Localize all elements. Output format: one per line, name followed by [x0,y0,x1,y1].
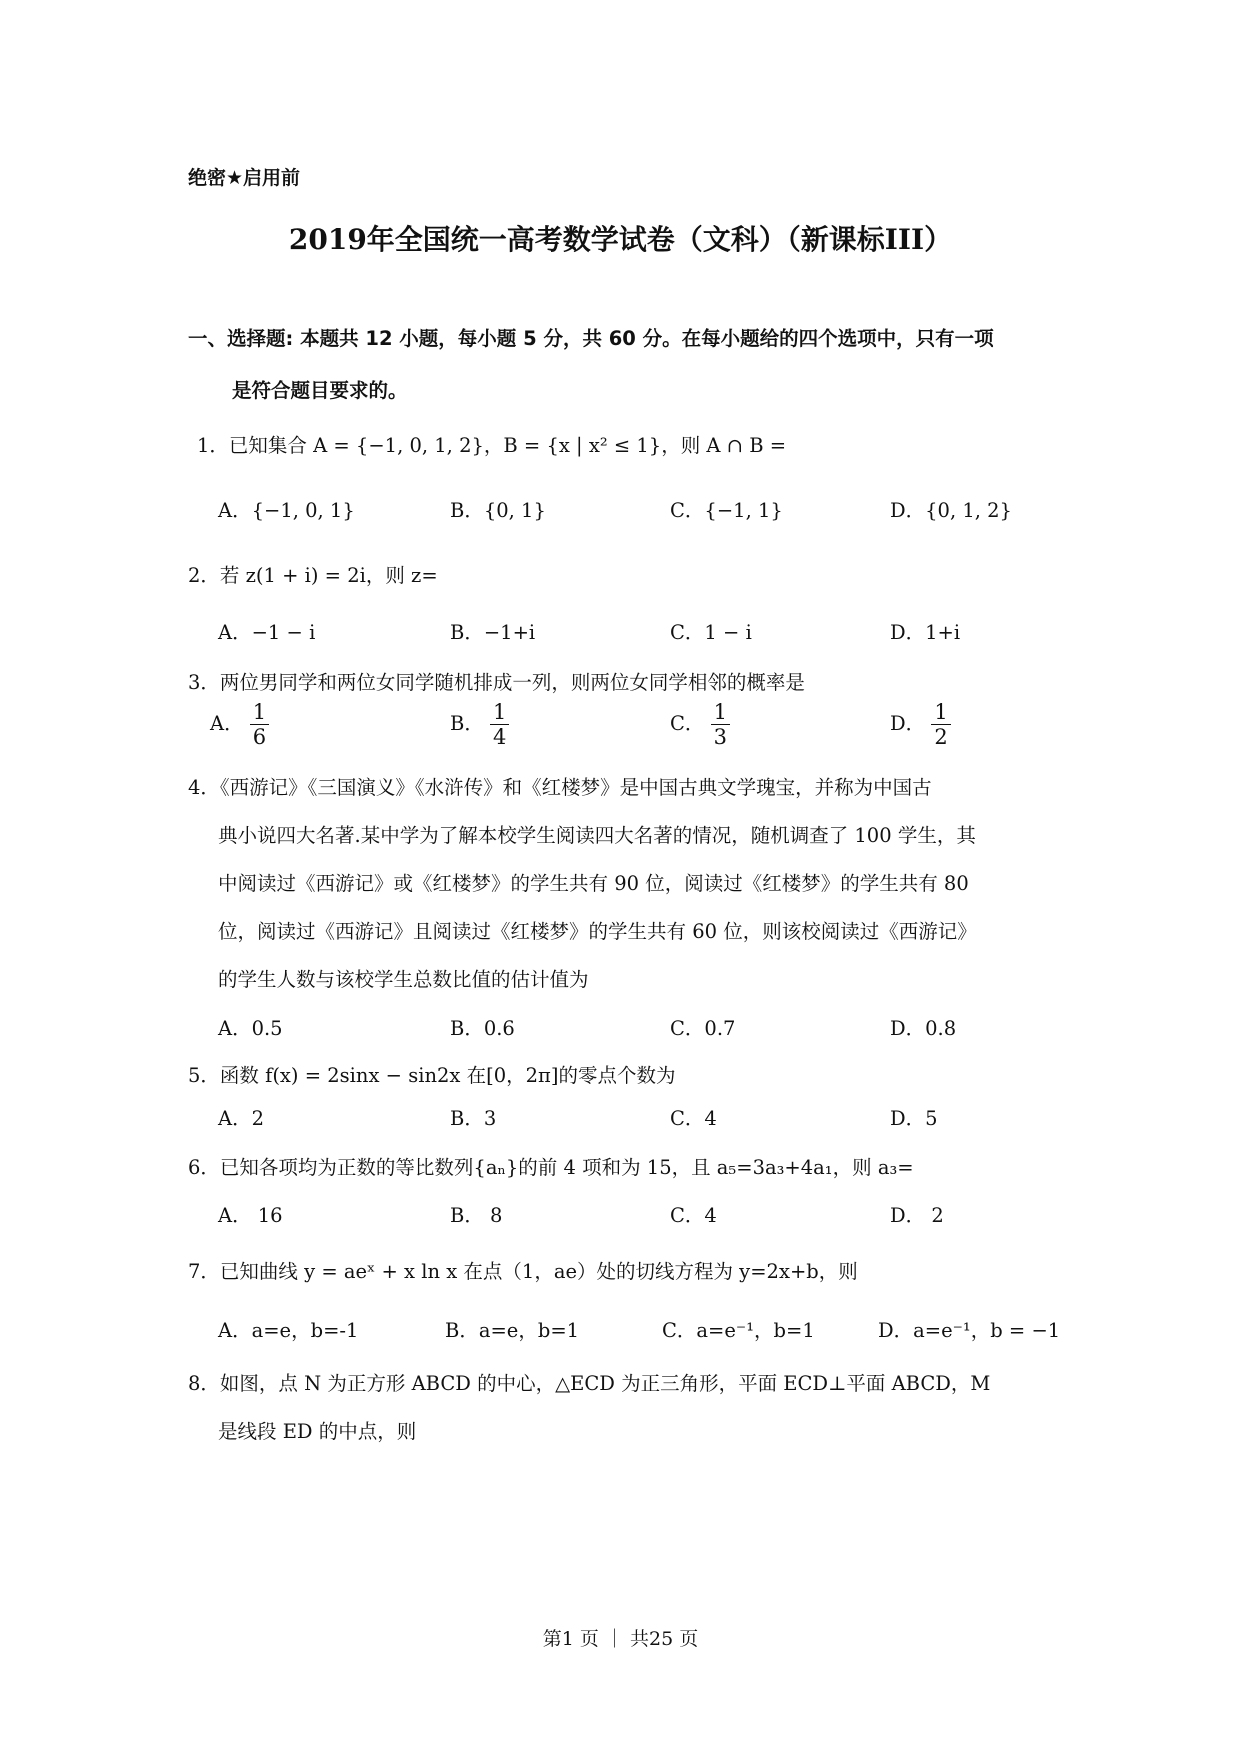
q5-option-c: C．4 [670,1107,717,1130]
question-2: 2．若 z(1 + i) = 2i，则 z= [188,564,438,587]
q3-option-b [450,700,509,749]
question-8-line-2: 是线段 ED 的中点，则 [218,1420,417,1443]
q2-option-c: C．1 − i [670,621,752,644]
q3-option-b-letter: B． [450,712,484,736]
exam-title: 2019年全国统一高考数学试卷（文科）（新课标III） [288,223,953,256]
q1-option-a: A．{−1, 0, 1} [218,499,355,522]
q3-option-a [210,700,269,749]
q3-option-d-fraction: $\frac{1}{2}$ [931,700,950,749]
section-heading-cont: 是符合题目要求的。 [232,379,408,402]
q6-option-c: C．4 [670,1204,717,1227]
q3-option-d-letter: D． [890,712,926,736]
question-4-line-1: 4．《西游记》《三国演义》《水浒传》和《红楼梦》是中国古典文学瑰宝，并称为中国古 [188,776,932,799]
q5-option-b: B．3 [450,1107,497,1130]
question-4-line-2: 典小说四大名著.某中学为了解本校学生阅读四大名著的情况，随机调查了 100 学生，其 [218,824,976,847]
section-heading: 一、选择题: 本题共 12 小题，每小题 5 分，共 60 分。在每小题给的四个选项中，只有一项 [188,327,994,350]
q4-option-b: B．0.6 [450,1017,515,1040]
q2-option-d: D．1+i [890,621,961,644]
q7-option-a: A．a=e，b=-1 [218,1319,359,1342]
q3-option-b-fraction: $\frac{1}{4}$ [490,700,509,749]
confidential-mark: 绝密★启用前 [188,167,301,189]
page-footer: 第1 页 ｜ 共25 页 [542,1628,699,1650]
q3-option-a-letter: A． [210,712,244,736]
q6-option-b: B． 8 [450,1204,503,1227]
q7-option-b: B．a=e，b=1 [445,1319,580,1342]
q3-option-c-fraction: $\frac{1}{3}$ [711,700,730,749]
question-3: 3．两位男同学和两位女同学随机排成一列，则两位女同学相邻的概率是 [188,671,805,694]
question-5: 5．函数 f(x) = 2sinx − sin2x 在[0，2π]的零点个数为 [188,1064,676,1087]
q1-option-b: B．{0, 1} [450,499,546,522]
q7-option-c: C．a=e⁻¹，b=1 [662,1319,815,1342]
question-7: 7．已知曲线 y = aeˣ + x ln x 在点（1，ae）处的切线方程为 y=2x+b，则 [188,1260,858,1283]
q3-option-d [890,700,951,749]
question-8-line-1: 8．如图，点 N 为正方形 ABCD 的中心，△ECD 为正三角形，平面 ECD⊥平面 ABCD，M [188,1372,991,1395]
q5-option-d: D．5 [890,1107,938,1130]
question-1: 1．已知集合 A = {−1, 0, 1, 2}，B = {x | x² ≤ 1}，则 A ∩ B = [197,434,787,457]
q1-option-c: C．{−1, 1} [670,499,783,522]
q6-option-d: D． 2 [890,1204,944,1227]
question-6: 6．已知各项均为正数的等比数列{aₙ}的前 4 项和为 15，且 a₅=3a₃+4a₁，则 a₃= [188,1156,914,1179]
question-4-line-4: 位，阅读过《西游记》且阅读过《红楼梦》的学生共有 60 位，则该校阅读过《西游记》 [218,920,977,943]
q3-option-c-letter: C． [670,712,705,736]
q7-option-d: D．a=e⁻¹，b = −1 [878,1319,1061,1342]
q3-option-c [670,700,730,749]
q2-option-a: A．−1 − i [218,621,316,644]
q4-option-a: A．0.5 [218,1017,283,1040]
question-4-line-5: 的学生人数与该校学生总数比值的估计值为 [218,968,589,991]
q5-option-a: A．2 [218,1107,264,1130]
q3-option-a-fraction: $\frac{1}{6}$ [250,700,269,749]
q6-option-a: A． 16 [218,1204,283,1227]
q4-option-d: D．0.8 [890,1017,957,1040]
q2-option-b: B．−1+i [450,621,536,644]
q1-option-d: D．{0, 1, 2} [890,499,1012,522]
q4-option-c: C．0.7 [670,1017,736,1040]
question-4-line-3: 中阅读过《西游记》或《红楼梦》的学生共有 90 位，阅读过《红楼梦》的学生共有 80 [218,872,969,895]
